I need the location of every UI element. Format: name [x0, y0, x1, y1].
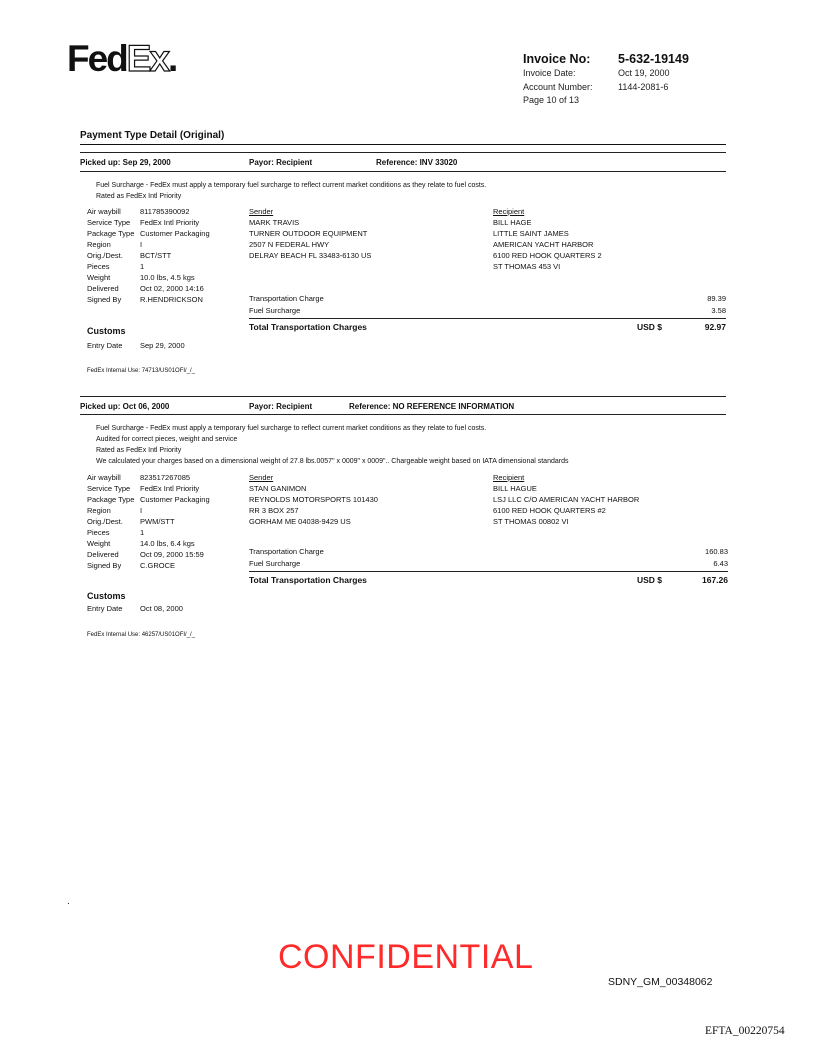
detail-label: Pieces	[87, 528, 110, 537]
shipment-2-detail-labels	[87, 472, 134, 571]
detail-value: 1	[140, 528, 145, 537]
detail-label: Air waybill	[87, 207, 121, 216]
sender-line: REYNOLDS MOTORSPORTS 101430	[249, 495, 378, 504]
shipment-2-top-rule	[80, 396, 726, 397]
account-number-label: Account Number:	[523, 82, 593, 92]
detail-label: Service Type	[87, 484, 131, 493]
detail-label: Region	[87, 240, 111, 249]
shipment-1-note: Fuel Surcharge - FedEx must apply a temporary fuel surcharge to reflect current market conditions as they relate to fuel costs.	[96, 182, 487, 189]
recipient-line: AMERICAN YACHT HARBOR	[493, 240, 594, 249]
shipment-1-recipient	[493, 206, 602, 272]
shipment-1-picked-up: Picked up: Sep 29, 2000	[80, 158, 171, 167]
shipment-1-detail-labels	[87, 206, 134, 305]
charge-amount: 6.43	[713, 559, 728, 568]
entry-date-label: Entry Date	[87, 604, 123, 613]
charges-rule	[249, 318, 726, 319]
recipient-line: ST THOMAS 00802 VI	[493, 517, 569, 526]
shipment-2-reference: Reference: NO REFERENCE INFORMATION	[349, 402, 515, 411]
shipment-1-top-rule	[80, 152, 726, 153]
detail-label: Orig./Dest.	[87, 251, 123, 260]
shipment-1-detail-values	[140, 206, 210, 305]
charges-rule	[249, 571, 728, 572]
total-amount: 92.97	[704, 322, 726, 332]
detail-value: BCT/STT	[140, 251, 172, 260]
shipment-2-note: Audited for correct pieces, weight and service	[96, 436, 238, 443]
stray-mark: .	[67, 896, 70, 907]
internal-use: FedEx Internal Use: 46257/US01OFI/_/_	[87, 632, 196, 638]
sender-line: STAN GANIMON	[249, 484, 307, 493]
detail-value: I	[140, 506, 143, 515]
logo-dot: .	[168, 38, 177, 79]
total-label: Total Transportation Charges	[249, 322, 367, 332]
detail-value: FedEx Intl Priority	[140, 484, 200, 493]
invoice-no-label: Invoice No:	[523, 52, 591, 66]
entry-date-value: Sep 29, 2000	[140, 341, 185, 350]
logo-ex: Ex	[126, 38, 169, 79]
internal-use: FedEx Internal Use: 74713/US01OFI/_/_	[87, 368, 196, 374]
shipment-1-reference: Reference: INV 33020	[376, 158, 458, 167]
recipient-line: 6100 RED HOOK QUARTERS 2	[493, 251, 602, 260]
page-number: Page 10 of 13	[523, 95, 580, 105]
recipient-line: LITTLE SAINT JAMES	[493, 229, 569, 238]
sender-line: 2507 N FEDERAL HWY	[249, 240, 330, 249]
detail-label: Package Type	[87, 495, 135, 504]
bates-number: SDNY_GM_00348062	[608, 976, 713, 988]
entry-date-label: Entry Date	[87, 341, 123, 350]
recipient-label: Recipient	[493, 473, 525, 482]
shipment-1-payor: Payor: Recipient	[249, 158, 313, 167]
charge-label: Fuel Surcharge	[249, 559, 301, 568]
recipient-line: BILL HAGE	[493, 218, 532, 227]
detail-value: 823517267085	[140, 473, 191, 482]
recipient-line: ST THOMAS 453 VI	[493, 262, 561, 271]
customs-heading: Customs	[87, 591, 126, 601]
fedex-logo	[67, 40, 176, 77]
detail-label: Weight	[87, 539, 111, 548]
currency-label: USD $	[637, 322, 663, 332]
recipient-line: LSJ LLC C/O AMERICAN YACHT HARBOR	[493, 495, 640, 504]
shipment-2-recipient	[493, 472, 639, 527]
total-amount: 167.26	[702, 575, 728, 585]
sender-label: Sender	[249, 473, 274, 482]
shipment-2-note: We calculated your charges based on a dimensional weight of 27.8 lbs.0057" x 0009" x 0009".. Chargeable weight based on IATA dimensional standards	[96, 458, 569, 465]
recipient-line: 6100 RED HOOK QUARTERS #2	[493, 506, 606, 515]
charge-label: Transportation Charge	[249, 547, 324, 556]
sender-line: RR 3 BOX 257	[249, 506, 299, 515]
detail-label: Package Type	[87, 229, 135, 238]
shipment-2-payor: Payor: Recipient	[249, 402, 313, 411]
sender-line: GORHAM ME 04038-9429 US	[249, 517, 351, 526]
detail-value: 10.0 lbs, 4.5 kgs	[140, 273, 195, 282]
shipment-1-sender	[249, 206, 371, 261]
detail-value: 811785390092	[140, 207, 190, 216]
detail-label: Delivered	[87, 284, 119, 293]
detail-value: 1	[140, 262, 145, 271]
efta-number: EFTA_00220754	[705, 1025, 785, 1037]
detail-value: Oct 02, 2000 14:16	[140, 284, 204, 293]
shipment-2-note: Rated as FedEx Intl Priority	[96, 447, 182, 454]
confidential-stamp: CONFIDENTIAL	[278, 938, 534, 976]
detail-label: Signed By	[87, 561, 122, 570]
detail-label: Delivered	[87, 550, 119, 559]
section-title: Payment Type Detail (Original)	[80, 130, 225, 141]
detail-label: Signed By	[87, 295, 122, 304]
detail-value: FedEx Intl Priority	[140, 218, 200, 227]
sender-line: MARK TRAVIS	[249, 218, 300, 227]
detail-value: 14.0 lbs, 6.4 kgs	[140, 539, 195, 548]
shipment-2-sender	[249, 472, 378, 527]
charge-amount: 160.83	[705, 547, 728, 556]
charge-amount: 89.39	[707, 294, 726, 303]
detail-label: Region	[87, 506, 111, 515]
account-number-value: 1144-2081-6	[618, 82, 669, 92]
detail-value: Oct 09, 2000 15:59	[140, 550, 204, 559]
detail-label: Weight	[87, 273, 111, 282]
detail-label: Orig./Dest.	[87, 517, 123, 526]
recipient-line: BILL HAGUE	[493, 484, 537, 493]
customs-heading: Customs	[87, 326, 126, 336]
detail-value: Customer Packaging	[140, 229, 210, 238]
detail-label: Pieces	[87, 262, 110, 271]
invoice-date-label: Invoice Date:	[523, 68, 576, 78]
sender-label: Sender	[249, 207, 274, 216]
shipment-2-detail-values	[140, 472, 210, 571]
total-label: Total Transportation Charges	[249, 575, 367, 585]
detail-value: C.GROCE	[140, 561, 176, 570]
shipment-1-header-rule	[80, 171, 726, 172]
charge-label: Transportation Charge	[249, 294, 324, 303]
shipment-2-picked-up: Picked up: Oct 06, 2000	[80, 402, 170, 411]
entry-date-value: Oct 08, 2000	[140, 604, 183, 613]
shipment-2-note: Fuel Surcharge - FedEx must apply a temporary fuel surcharge to reflect current market conditions as they relate to fuel costs.	[96, 425, 487, 432]
detail-value: I	[140, 240, 143, 249]
section-divider	[80, 144, 726, 145]
detail-value: Customer Packaging	[140, 495, 210, 504]
invoice-date-value: Oct 19, 2000	[618, 68, 670, 78]
detail-value: PWM/STT	[140, 517, 175, 526]
logo-fed: Fed	[67, 38, 127, 79]
charge-amount: 3.58	[711, 306, 726, 315]
shipment-1-note: Rated as FedEx Intl Priority	[96, 193, 182, 200]
invoice-no-value: 5-632-19149	[618, 52, 689, 66]
detail-label: Air waybill	[87, 473, 121, 482]
currency-label: USD $	[637, 575, 663, 585]
recipient-label: Recipient	[493, 207, 525, 216]
charge-label: Fuel Surcharge	[249, 306, 301, 315]
sender-line: DELRAY BEACH FL 33483-6130 US	[249, 251, 372, 260]
detail-value: R.HENDRICKSON	[140, 295, 203, 304]
detail-label: Service Type	[87, 218, 131, 227]
shipment-2-header-rule	[80, 414, 726, 415]
sender-line: TURNER OUTDOOR EQUIPMENT	[249, 229, 368, 238]
